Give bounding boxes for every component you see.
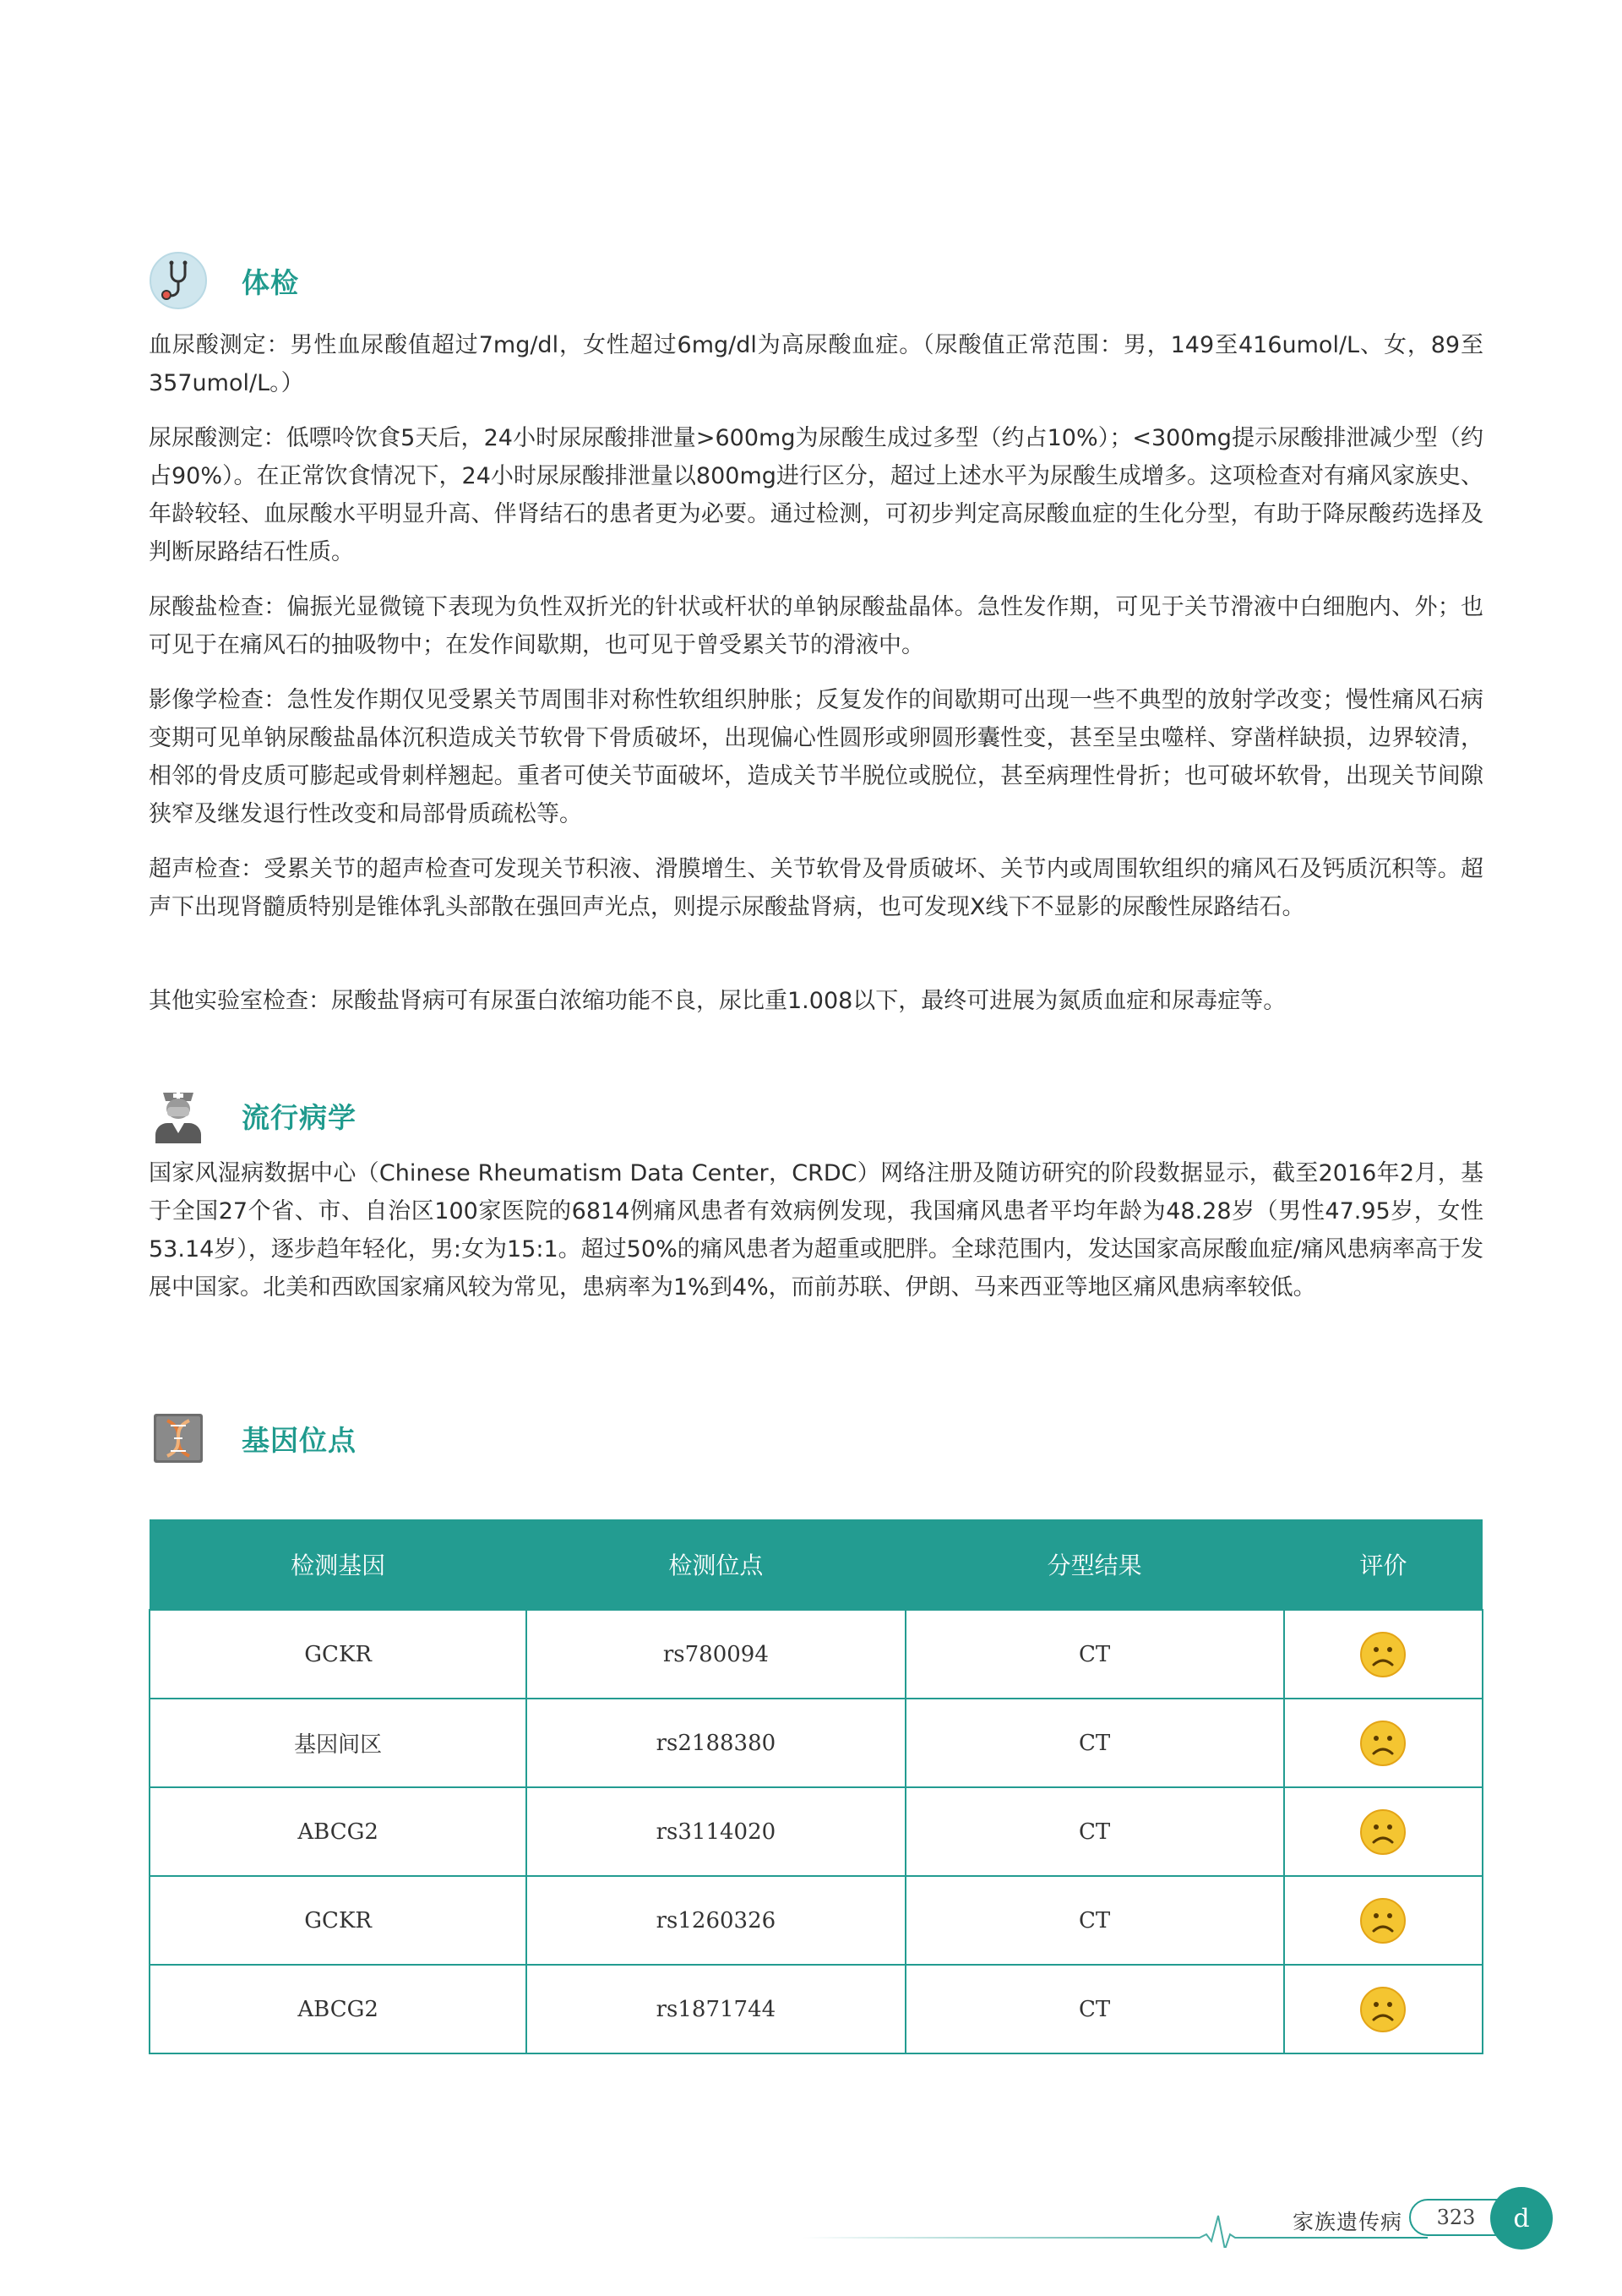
- paragraph-urine-uric-acid: 尿尿酸测定：低嘌呤饮食5天后，24小时尿尿酸排泄量>600mg为尿酸生成过多型（约占10%）；<300mg提示尿酸排泄减少型（约占90%）。在正常饮食情况下，24小时尿尿酸排泄量以800mg进行区分，超过上述水平为尿酸生成增多。这项检查对有痛风家族史、年龄较轻、血尿酸水平明显升高、伴肾结石的患者更为必要。通过检测，可初步判定高尿酸血症的生化分型，有助于降尿酸药选择及判断尿路结石性质。: [149, 425, 1483, 565]
- cell-locus: rs2188380: [526, 1699, 905, 1787]
- cell-gene: ABCG2: [150, 1965, 526, 2053]
- paragraph-epidemiology: 国家风湿病数据中心（Chinese Rheumatism Data Center，CRDC）网络注册及随访研究的阶段数据显示，截至2016年2月，基于全国27个省、市、自治区100家医院的6814例痛风患者有效病例发现，我国痛风患者平均年龄为48.28岁（男性47.95岁，女性53.14岁），逐步趋年轻化，男:女为15:1。超过50%的痛风患者为超重或肥胖。全球范围内，发达国家高尿酸血症/痛风患病率高于发展中国家。北美和西欧国家痛风较为常见，患病率为1%到4%，而前苏联、伊朗、马来西亚等地区痛风患病率较低。: [149, 1160, 1483, 1301]
- cell-gene: 基因间区: [150, 1699, 526, 1787]
- table-row: [150, 1610, 1483, 1699]
- paragraph-urate-exam: 尿酸盐检查：偏振光显微镜下表现为负性双折光的针状或杆状的单钠尿酸盐晶体。急性发作期，可见于关节滑液中白细胞内、外；也可见于在痛风石的抽吸物中；在发作间歇期，也可见于曾受累关节的滑液中。: [149, 594, 1483, 658]
- cell-evaluation: [1284, 1965, 1483, 2053]
- section-header-physical-exam: [149, 250, 299, 311]
- cell-evaluation: [1284, 1699, 1483, 1787]
- cell-locus: rs1260326: [526, 1876, 905, 1965]
- sad-face-icon: [1359, 1720, 1407, 1767]
- cell-evaluation: [1284, 1876, 1483, 1965]
- header-evaluation: 评价: [1284, 1519, 1483, 1610]
- section-title-physical-exam: 体检: [242, 265, 299, 299]
- section-header-gene-loci: [149, 1408, 357, 1469]
- section-title-epidemiology: 流行病学: [242, 1100, 357, 1134]
- sad-face-icon: [1359, 1808, 1407, 1856]
- table-row: [150, 1965, 1483, 2053]
- paragraph-blood-uric-acid: 血尿酸测定：男性血尿酸值超过7mg/dl，女性超过6mg/dl为高尿酸血症。（尿酸值正常范围：男，149至416umol/L、女，89至357umol/L。）: [149, 332, 1483, 396]
- sad-face-icon: [1359, 1986, 1407, 2033]
- cell-genotype: CT: [906, 1610, 1284, 1699]
- gene-loci-table: [149, 1519, 1483, 2054]
- stethoscope-icon: [149, 251, 208, 310]
- page-number: 323: [1409, 2199, 1515, 2236]
- cell-genotype: CT: [906, 1699, 1284, 1787]
- paragraph-other-lab: 其他实验室检查：尿酸盐肾病可有尿蛋白浓缩功能不良，尿比重1.008以下，最终可进展为氮质血症和尿毒症等。: [149, 988, 1287, 1014]
- sad-face-icon: [1359, 1897, 1407, 1944]
- cell-evaluation: [1284, 1610, 1483, 1699]
- header-gene: 检测基因: [150, 1519, 526, 1610]
- cell-gene: ABCG2: [150, 1787, 526, 1876]
- sad-face-icon: [1359, 1631, 1407, 1678]
- footer-badge: d: [1490, 2187, 1553, 2250]
- cell-genotype: CT: [906, 1876, 1284, 1965]
- cell-gene: GCKR: [150, 1610, 526, 1699]
- cell-evaluation: [1284, 1787, 1483, 1876]
- paragraph-imaging: 影像学检查：急性发作期仅见受累关节周围非对称性软组织肿胀；反复发作的间歇期可出现一些不典型的放射学改变；慢性痛风石病变期可见单钠尿酸盐晶体沉积造成关节软骨下骨质破坏，出现偏心性圆形或卵圆形囊性变，甚至呈虫噬样、穿凿样缺损，边界较清，相邻的骨皮质可膨起或骨刺样翘起。重者可使关节面破坏，造成关节半脱位或脱位，甚至病理性骨折；也可破坏软骨，出现关节间隙狭窄及继发退行性改变和局部骨质疏松等。: [149, 687, 1483, 827]
- header-locus: 检测位点: [526, 1519, 905, 1610]
- cell-gene: GCKR: [150, 1876, 526, 1965]
- footer-label: 家族遗传病: [1293, 2210, 1403, 2234]
- dna-icon: [149, 1409, 208, 1468]
- cell-genotype: CT: [906, 1965, 1284, 2053]
- table-header-row: [150, 1519, 1483, 1610]
- cell-locus: rs1871744: [526, 1965, 905, 2053]
- table-row: [150, 1699, 1483, 1787]
- cell-locus: rs3114020: [526, 1787, 905, 1876]
- section-title-gene-loci: 基因位点: [242, 1423, 357, 1457]
- table-row: [150, 1876, 1483, 1965]
- table-row: [150, 1787, 1483, 1876]
- cell-locus: rs780094: [526, 1610, 905, 1699]
- header-genotype: 分型结果: [906, 1519, 1284, 1610]
- cell-genotype: CT: [906, 1787, 1284, 1876]
- paragraph-ultrasound: 超声检查：受累关节的超声检查可发现关节积液、滑膜增生、关节软骨及骨质破坏、关节内或周围软组织的痛风石及钙质沉积等。超声下出现肾髓质特别是锥体乳头部散在强回声光点，则提示尿酸盐肾病，也可发现X线下不显影的尿酸性尿路结石。: [149, 856, 1483, 920]
- doctor-icon: [149, 1086, 208, 1145]
- section-header-epidemiology: [149, 1085, 357, 1146]
